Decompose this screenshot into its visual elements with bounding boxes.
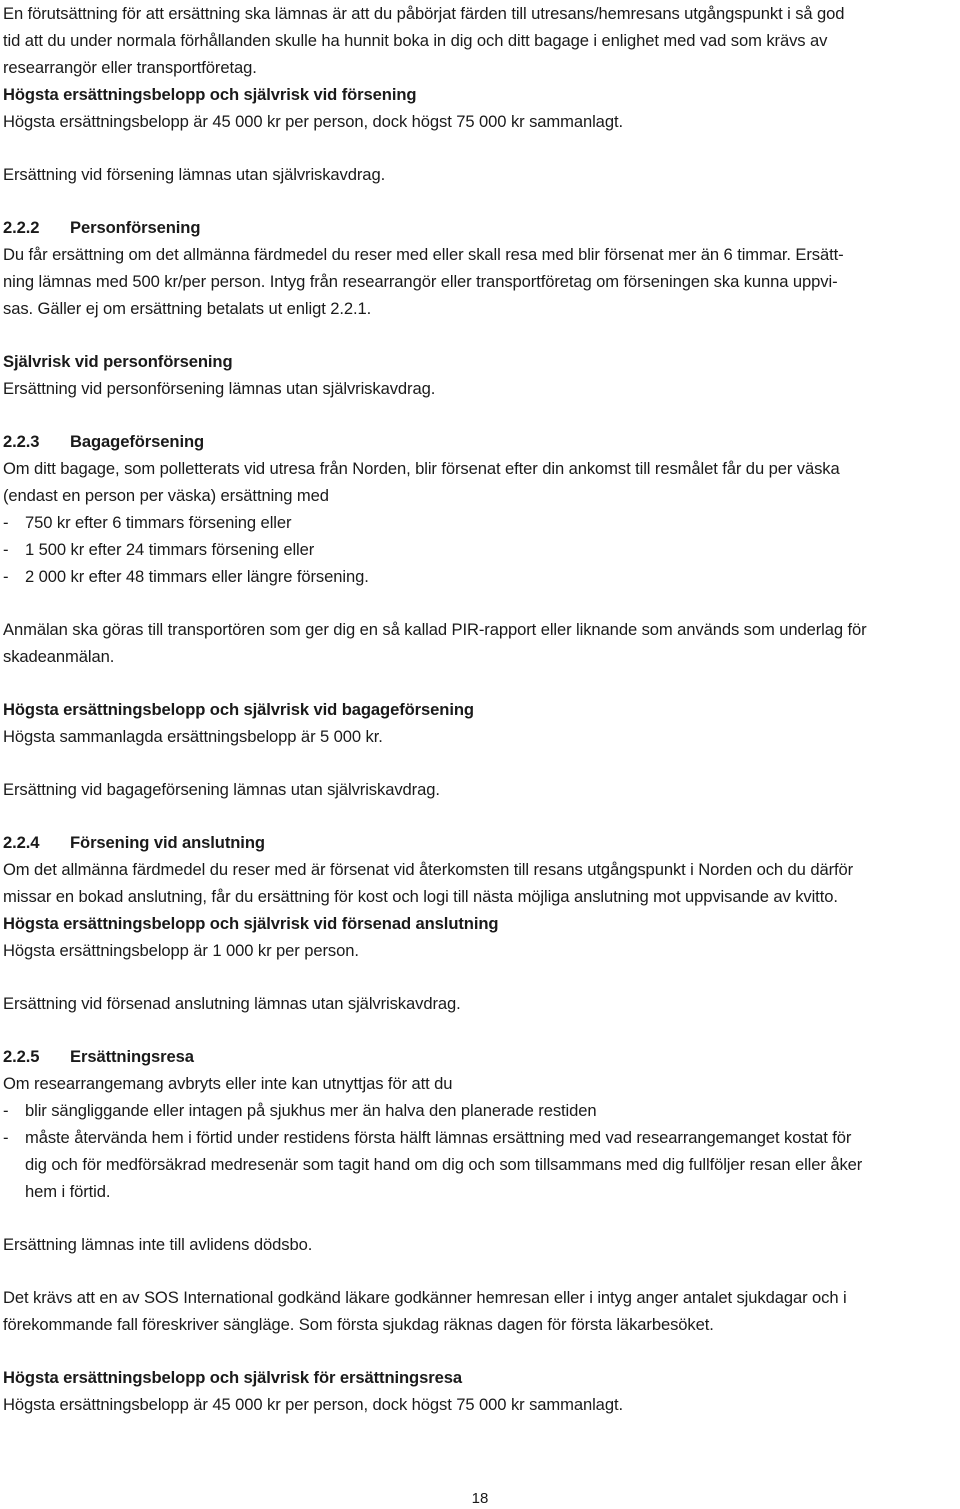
section-222-heading: [3, 214, 957, 241]
list-item-text: 750 kr efter 6 timmars försening eller: [25, 513, 292, 532]
list-item-text: 1 500 kr efter 24 timmars försening eller: [25, 540, 315, 559]
section-number: 2.2.4: [3, 833, 40, 852]
paragraph-line: Ersättning vid bagageförsening lämnas utan självriskavdrag.: [3, 780, 440, 799]
paragraph-line: Du får ersättning om det allmänna färdmedel du reser med eller skall resa med blir försenat mer än 6 timmar. Ersätt-: [3, 245, 844, 264]
delay-max-heading: Högsta ersättningsbelopp och självrisk vid försening: [3, 85, 417, 104]
section-title: Personförsening: [70, 218, 201, 237]
list-item-text: blir sängliggande eller intagen på sjukhus mer än halva den planerade restiden: [25, 1101, 597, 1120]
section-number: 2.2.3: [3, 432, 40, 451]
paragraph-line: Högsta ersättningsbelopp är 1 000 kr per person.: [3, 941, 359, 960]
paragraph-line: Om ditt bagage, som polletterats vid utresa från Norden, blir försenat efter din ankomst till resmålet får du per väska: [3, 459, 840, 478]
section-title: Ersättningsresa: [70, 1047, 194, 1066]
list-item: [3, 509, 957, 536]
section-title: Försening vid anslutning: [70, 833, 265, 852]
page-number: 18: [471, 1490, 489, 1507]
list-item: [3, 1097, 957, 1124]
list-item-line: måste återvända hem i förtid under restidens första hälft lämnas ersättning med vad researrangemanget kostat för: [25, 1128, 852, 1147]
section-223-heading: [3, 428, 957, 455]
paragraph-line: ning lämnas med 500 kr/per person. Intyg från researrangör eller transportföretag om förseningen ska kunna uppvi-: [3, 272, 838, 291]
delay-deductible: Ersättning vid försening lämnas utan självriskavdrag.: [3, 165, 386, 184]
paragraph-line: Anmälan ska göras till transportören som ger dig en så kallad PIR-rapport eller liknande som används som underlag för: [3, 620, 867, 639]
intro-line: En förutsättning för att ersättning ska lämnas är att du påbörjat färden till utresans/hemresans utgångspunkt i så god: [3, 4, 845, 23]
section-number: 2.2.2: [3, 218, 40, 237]
list-item: [3, 563, 957, 590]
paragraph-line: förekommande fall föreskriver sängläge. Som första sjukdag räknas dagen för första läkarbesöket.: [3, 1315, 714, 1334]
paragraph-line: skadeanmälan.: [3, 647, 115, 666]
paragraph-line: Om researrangemang avbryts eller inte kan utnyttjas för att du: [3, 1074, 453, 1093]
intro-line: researrangör eller transportföretag.: [3, 58, 257, 77]
paragraph-line: Om det allmänna färdmedel du reser med är försenat vid återkomsten till resans utgångspunkt i Norden och du därför: [3, 860, 854, 879]
sub-heading: Högsta ersättningsbelopp och självrisk vid försenad anslutning: [3, 914, 499, 933]
sub-heading: Högsta ersättningsbelopp och självrisk vid bagageförsening: [3, 700, 474, 719]
list-dash: -: [3, 1128, 9, 1147]
section-225-heading: [3, 1043, 957, 1070]
list-dash: -: [3, 513, 9, 532]
paragraph-line: Ersättning lämnas inte till avlidens dödsbo.: [3, 1235, 313, 1254]
list-dash: -: [3, 540, 9, 559]
paragraph-line: missar en bokad anslutning, får du ersättning för kost och logi till nästa möjliga anslutning mot uppvisande av kvitto.: [3, 887, 838, 906]
delay-max-amount: Högsta ersättningsbelopp är 45 000 kr per person, dock högst 75 000 kr sammanlagt.: [3, 112, 623, 131]
paragraph-line: Högsta sammanlagda ersättningsbelopp är 5 000 kr.: [3, 727, 383, 746]
list-item-line: hem i förtid.: [25, 1182, 111, 1201]
sub-heading: Självrisk vid personförsening: [3, 352, 233, 371]
paragraph-line: (endast en person per väska) ersättning med: [3, 486, 329, 505]
sub-heading: Högsta ersättningsbelopp och självrisk för ersättningsresa: [3, 1368, 462, 1387]
list-item-text: [25, 1124, 862, 1205]
list-item-line: dig och för medförsäkrad medresenär som tagit hand om dig och som tillsammans med dig fullföljer resan eller åker: [25, 1155, 863, 1174]
list-item-text: 2 000 kr efter 48 timmars eller längre försening.: [25, 567, 369, 586]
list-dash: -: [3, 567, 9, 586]
paragraph-line: Det krävs att en av SOS International godkänd läkare godkänner hemresan eller i intyg anger antalet sjukdagar och i: [3, 1288, 847, 1307]
document-page: [3, 0, 957, 1418]
list-item: [3, 1124, 957, 1205]
paragraph-line: Ersättning vid försenad anslutning lämnas utan självriskavdrag.: [3, 994, 461, 1013]
section-224-heading: [3, 829, 957, 856]
intro-line: tid att du under normala förhållanden skulle ha hunnit boka in dig och ditt bagage i enlighet med vad som krävs av: [3, 31, 828, 50]
paragraph-line: sas. Gäller ej om ersättning betalats ut enligt 2.2.1.: [3, 299, 372, 318]
paragraph-line: Ersättning vid personförsening lämnas utan självriskavdrag.: [3, 379, 436, 398]
section-title: Bagageförsening: [70, 432, 205, 451]
list-item: [3, 536, 957, 563]
section-number: 2.2.5: [3, 1047, 40, 1066]
paragraph-line: Högsta ersättningsbelopp är 45 000 kr per person, dock högst 75 000 kr sammanlagt.: [3, 1395, 623, 1414]
list-dash: -: [3, 1101, 9, 1120]
